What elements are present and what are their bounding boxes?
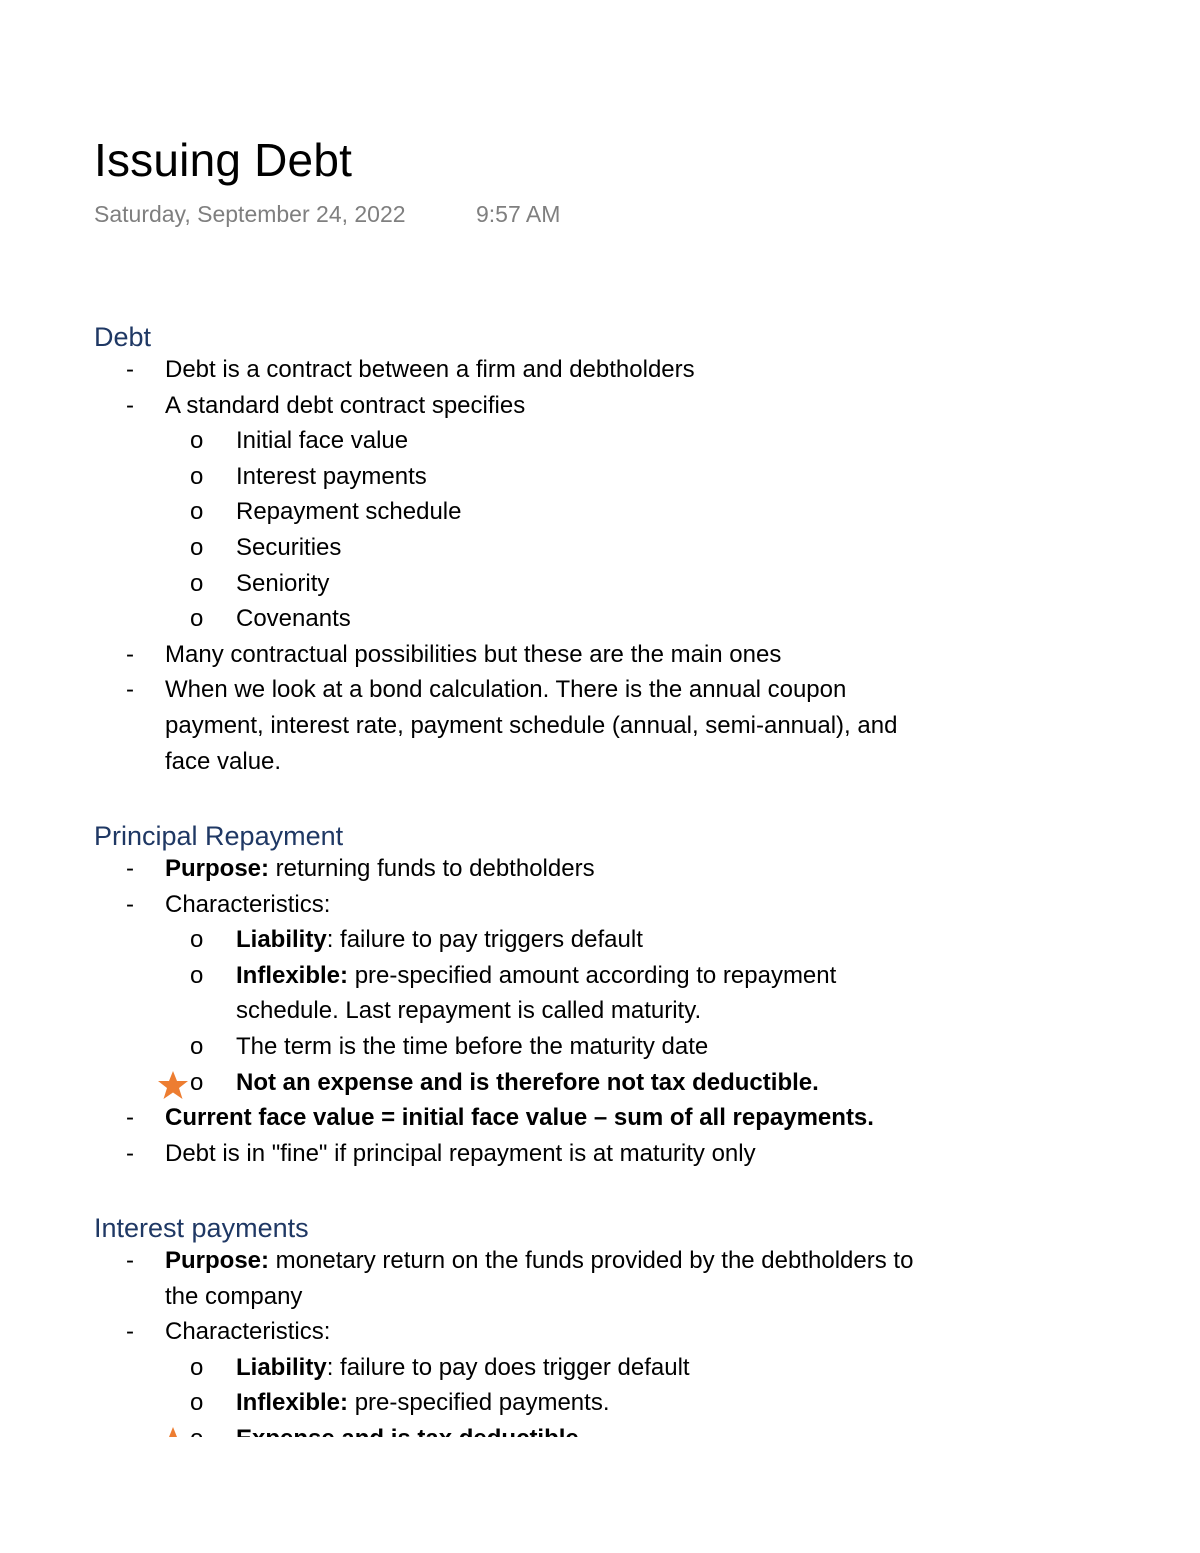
item-body: Debt is a contract between a firm and debtholders [165,356,695,383]
page-time: 9:57 AM [476,201,561,227]
item-text [165,708,897,744]
section-heading: Interest payments [94,1213,309,1243]
item-bold-label: Inflexible: [236,962,349,989]
list-item [0,744,1200,780]
item-text [165,1279,302,1315]
circle-bullet: o [190,962,204,989]
sub-list-item [0,1029,1200,1065]
item-body: face value. [165,748,282,775]
item-body: Covenants [236,605,351,632]
item-text [236,1065,819,1101]
item-bold-label: Inflexible: [236,1389,349,1416]
item-body: : failure to pay does trigger default [326,1354,690,1381]
item-body: Repayment schedule [236,498,462,525]
item-text [236,1029,708,1065]
item-bold-label: Current face value = initial face value – sum of all repayments. [165,1104,874,1131]
sub-list-item [0,601,1200,637]
sub-list-item [0,993,1200,1029]
dash-bullet: - [126,1318,134,1345]
list-item [0,851,1200,887]
item-text [236,566,329,602]
item-text [236,601,351,637]
item-body: schedule. Last repayment is called maturity. [236,997,702,1024]
list-item [0,887,1200,923]
dash-bullet: - [126,1104,134,1131]
sub-list-item [0,423,1200,459]
item-text [165,851,595,887]
list-item [0,1100,1200,1136]
item-bold-label: Purpose: [165,855,270,882]
item-body: monetary return on the funds provided by the debtholders to [269,1247,914,1274]
sub-list-item [0,1350,1200,1386]
item-body: pre-specified amount according to repayment [348,962,837,989]
list-item [0,1243,1200,1279]
item-text [236,1350,690,1386]
item-text [165,637,781,673]
item-text [165,672,846,708]
item-body: A standard debt contract specifies [165,392,526,419]
sub-list-item [0,459,1200,495]
item-body: Characteristics: [165,1318,331,1345]
item-body: Seniority [236,570,330,597]
list-item [0,708,1200,744]
list-item [0,1136,1200,1172]
list-item [0,1279,1200,1315]
item-text [236,494,461,530]
item-body: Debt is in "fine" if principal repayment is at maturity only [165,1140,756,1167]
dash-bullet: - [126,891,134,918]
item-body: pre-specified payments. [348,1389,610,1416]
star-icon [157,1070,189,1100]
item-body: Initial face value [236,427,409,454]
item-body: payment, interest rate, payment schedule (annual, semi-annual), and [165,712,898,739]
circle-bullet: o [190,1354,204,1381]
circle-bullet: o [190,1033,204,1060]
page-date: Saturday, September 24, 2022 [94,201,406,227]
item-text [236,993,701,1029]
item-text [165,1100,874,1136]
page-title: Issuing Debt [94,134,353,186]
sub-list-item [0,1065,1200,1101]
item-bold-label: Liability [236,926,327,953]
circle-bullet: o [190,498,204,525]
circle-bullet: o [190,926,204,953]
section-heading: Debt [94,322,152,352]
circle-bullet: o [190,463,204,490]
item-bold-label: Not an expense and is therefore not tax deductible. [236,1069,819,1096]
list-item [0,637,1200,673]
list-item [0,1314,1200,1350]
item-body: Many contractual possibilities but these are the main ones [165,641,782,668]
section-heading: Principal Repayment [94,821,344,851]
circle-bullet: o [190,605,204,632]
item-bold-label: Purpose: [165,1247,270,1274]
item-bold-label: Liability [236,1354,327,1381]
dash-bullet: - [126,676,134,703]
item-text [236,423,408,459]
item-text [236,459,427,495]
item-text [165,1243,913,1279]
item-body: returning funds to debtholders [269,855,595,882]
circle-bullet: o [190,570,204,597]
circle-bullet: o [190,427,204,454]
item-text [236,922,643,958]
dash-bullet: - [126,641,134,668]
dash-bullet: - [126,1140,134,1167]
sub-list-item [0,530,1200,566]
item-text [236,1385,610,1421]
item-text [165,887,330,923]
item-body: : failure to pay triggers default [326,926,643,953]
sub-list-item [0,922,1200,958]
item-text [165,388,525,424]
circle-bullet: o [190,1069,204,1096]
dash-bullet: - [126,855,134,882]
item-text [165,1314,330,1350]
item-body: the company [165,1283,303,1310]
sub-list-item [0,494,1200,530]
item-body: When we look at a bond calculation. There is the annual coupon [165,676,847,703]
list-item [0,388,1200,424]
list-item [0,672,1200,708]
item-text [165,1136,756,1172]
circle-bullet: o [190,1389,204,1416]
item-text [165,352,695,388]
item-text [236,958,836,994]
list-item [0,352,1200,388]
item-text [236,530,341,566]
item-body: Securities [236,534,342,561]
circle-bullet: o [190,534,204,561]
sub-list-item [0,958,1200,994]
page-cutoff [0,1437,1200,1553]
dash-bullet: - [126,392,134,419]
dash-bullet: - [126,1247,134,1274]
item-text [165,744,281,780]
dash-bullet: - [126,356,134,383]
item-body: The term is the time before the maturity date [236,1033,709,1060]
item-body: Characteristics: [165,891,331,918]
item-body: Interest payments [236,463,427,490]
sub-list-item [0,1385,1200,1421]
sub-list-item [0,566,1200,602]
